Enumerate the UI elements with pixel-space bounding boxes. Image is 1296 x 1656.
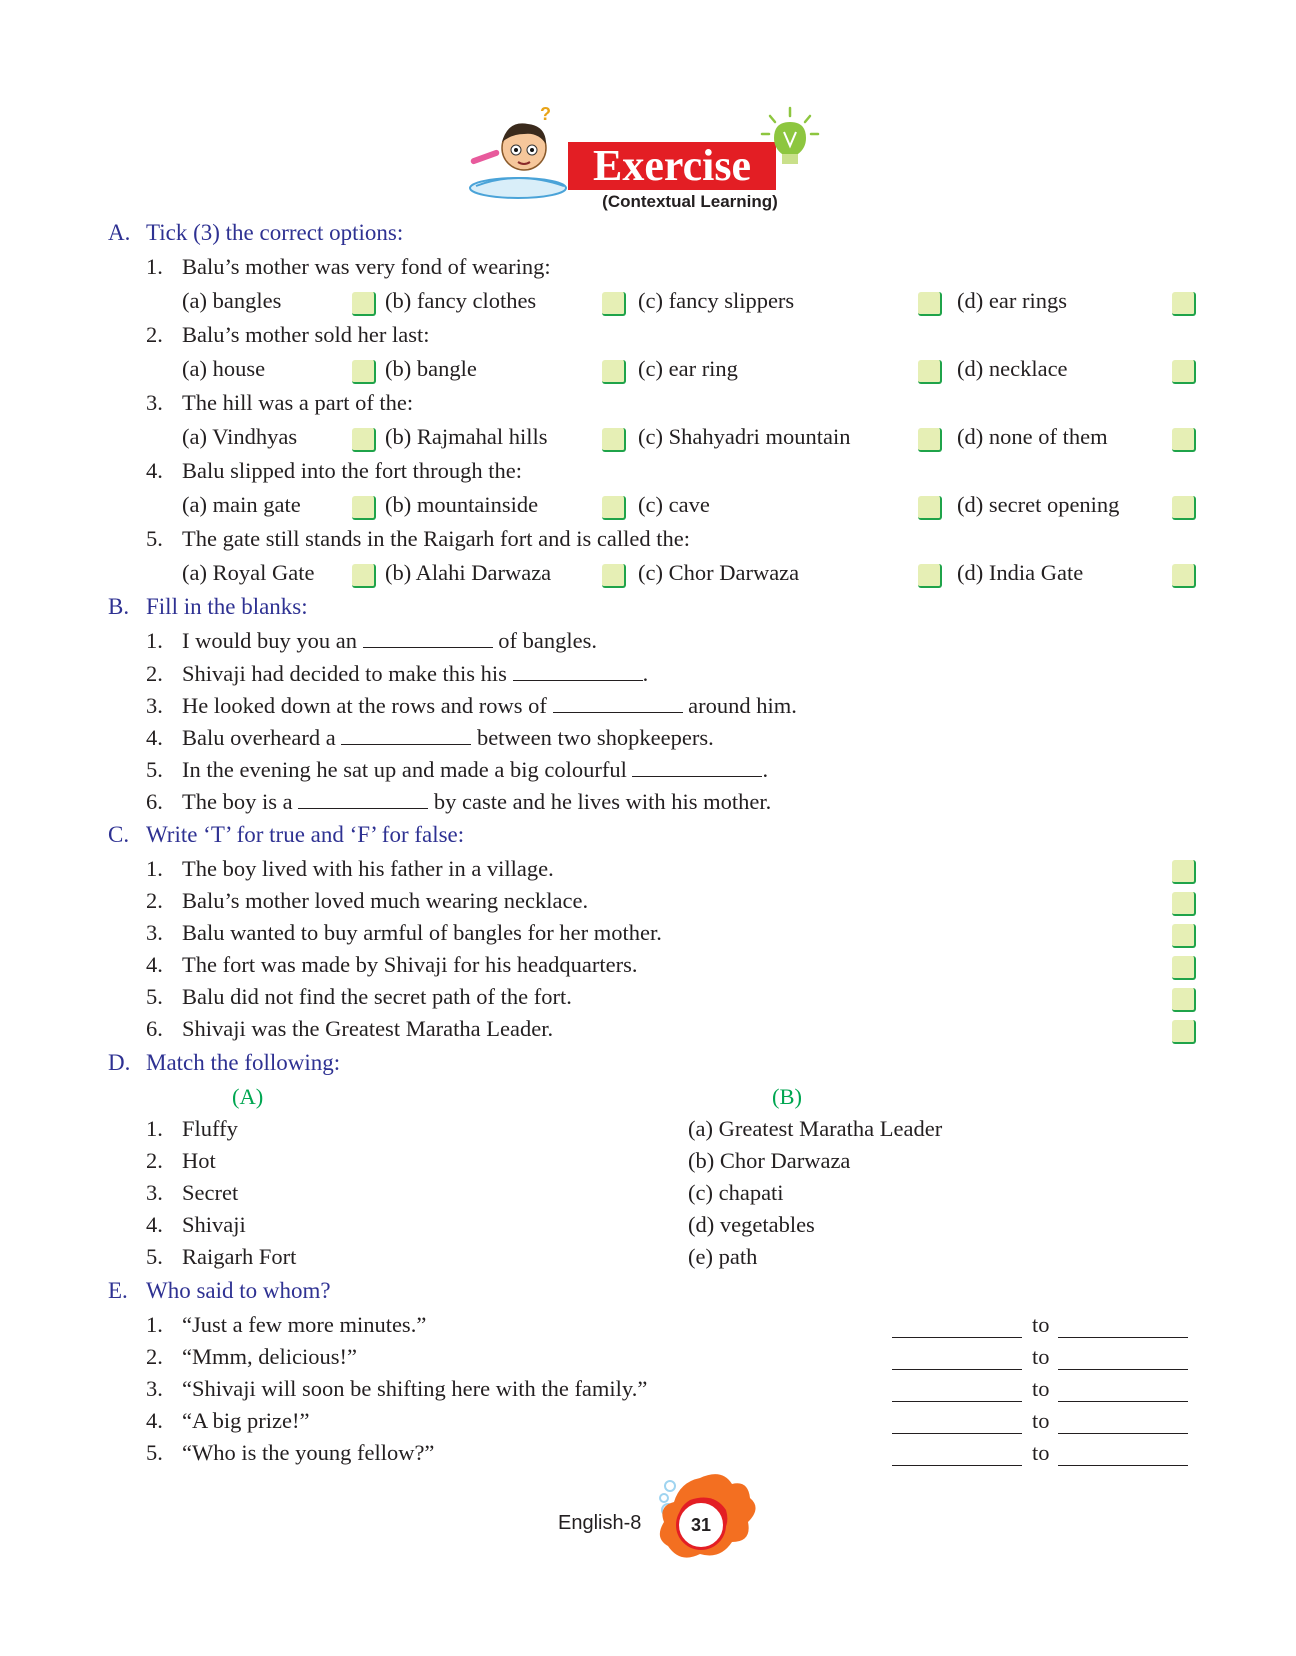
- question-number: 5.: [146, 984, 163, 1009]
- tick-box[interactable]: [602, 564, 626, 588]
- to-label: to: [1032, 1440, 1050, 1465]
- option: (d) India Gate: [957, 560, 1084, 585]
- quote-text: “Just a few more minutes.”: [182, 1312, 427, 1337]
- fill-blank-item: [146, 757, 768, 783]
- answer-box[interactable]: [1172, 860, 1196, 884]
- column-b-heading: (B): [772, 1084, 802, 1109]
- section-letter: B.: [108, 594, 130, 619]
- option: (a) house: [182, 356, 266, 381]
- text-before: In the evening he sat up and made a big colourful: [182, 757, 627, 782]
- option: (c) ear ring: [638, 356, 738, 381]
- question: [146, 390, 413, 416]
- question-number: 2.: [146, 888, 163, 913]
- tick-box[interactable]: [352, 292, 376, 316]
- option: (d) necklace: [957, 356, 1068, 381]
- question: [146, 254, 551, 280]
- match-term: Secret: [182, 1180, 239, 1205]
- tick-box[interactable]: [602, 428, 626, 452]
- quote-item: [146, 1376, 647, 1402]
- question-number: 2.: [146, 322, 163, 347]
- tick-box[interactable]: [1172, 564, 1196, 588]
- exercise-banner: Exercise: [568, 142, 776, 190]
- tick-box[interactable]: [1172, 428, 1196, 452]
- text-after: .: [642, 661, 649, 686]
- answer-box[interactable]: [1172, 956, 1196, 980]
- statement-text: The fort was made by Shivaji for his headquarters.: [182, 952, 638, 977]
- listener-blank[interactable]: [1058, 1432, 1188, 1434]
- section-a-heading: [108, 220, 403, 246]
- section-d-heading: [108, 1050, 340, 1076]
- tick-box[interactable]: [352, 360, 376, 384]
- quote-item: [146, 1344, 357, 1370]
- match-left-item: [146, 1148, 216, 1174]
- question: [146, 526, 690, 552]
- fill-blank-item: [146, 661, 648, 687]
- speaker-blank[interactable]: [892, 1400, 1022, 1402]
- blank-line[interactable]: [513, 662, 643, 681]
- tick-box[interactable]: [352, 496, 376, 520]
- section-title: Tick (3) the correct options:: [146, 220, 404, 245]
- to-label: to: [1032, 1312, 1050, 1337]
- to-label: to: [1032, 1376, 1050, 1401]
- option: (a) bangles: [182, 288, 282, 313]
- question-number: 3.: [146, 920, 163, 945]
- tick-box[interactable]: [918, 428, 942, 452]
- match-term: Raigarh Fort: [182, 1244, 297, 1269]
- statement-text: Balu wanted to buy armful of bangles for her mother.: [182, 920, 662, 945]
- section-e-heading: [108, 1278, 331, 1304]
- tick-box[interactable]: [918, 564, 942, 588]
- fill-blank-item: [146, 789, 771, 815]
- question-text: Balu’s mother sold her last:: [182, 322, 430, 347]
- answer-box[interactable]: [1172, 988, 1196, 1012]
- question-number: 5.: [146, 1440, 163, 1465]
- text-before: Shivaji had decided to make this his: [182, 661, 507, 686]
- true-false-item: [146, 920, 662, 946]
- match-right-item: (c) chapati: [688, 1180, 784, 1205]
- statement-text: Balu’s mother loved much wearing necklace.: [182, 888, 589, 913]
- text-before: Balu overheard a: [182, 725, 336, 750]
- to-label: to: [1032, 1408, 1050, 1433]
- text-before: The boy is a: [182, 789, 293, 814]
- question-text: The gate still stands in the Raigarh fort and is called the:: [182, 526, 690, 551]
- tick-box[interactable]: [1172, 292, 1196, 316]
- question-number: 2.: [146, 1344, 163, 1369]
- match-right-item: (b) Chor Darwaza: [688, 1148, 851, 1173]
- section-letter: A.: [108, 220, 131, 245]
- listener-blank[interactable]: [1058, 1368, 1188, 1370]
- tick-box[interactable]: [352, 564, 376, 588]
- question-number: 4.: [146, 952, 163, 977]
- tick-box[interactable]: [1172, 360, 1196, 384]
- question-number: 5.: [146, 757, 163, 782]
- option: (c) Chor Darwaza: [638, 560, 800, 585]
- match-right-item: (d) vegetables: [688, 1212, 815, 1237]
- speaker-blank[interactable]: [892, 1336, 1022, 1338]
- option: (a) main gate: [182, 492, 301, 517]
- true-false-item: [146, 856, 554, 882]
- option: (b) fancy clothes: [385, 288, 537, 313]
- quote-text: “A big prize!”: [182, 1408, 310, 1433]
- listener-blank[interactable]: [1058, 1336, 1188, 1338]
- text-before: I would buy you an: [182, 628, 357, 653]
- text-before: He looked down at the rows and rows of: [182, 693, 547, 718]
- quote-text: “Shivaji will soon be shifting here with the family.”: [182, 1376, 648, 1401]
- question-number: 5.: [146, 1244, 163, 1269]
- column-a-heading: (A): [232, 1084, 264, 1109]
- tick-box[interactable]: [602, 292, 626, 316]
- blank-line[interactable]: [553, 694, 683, 713]
- section-letter: E.: [108, 1278, 128, 1303]
- question-text: The hill was a part of the:: [182, 390, 414, 415]
- statement-text: Shivaji was the Greatest Maratha Leader.: [182, 1016, 554, 1041]
- option: (c) Shahyadri mountain: [638, 424, 851, 449]
- true-false-item: [146, 984, 572, 1010]
- question-number: 1.: [146, 628, 163, 653]
- book-label: English-8: [558, 1512, 642, 1534]
- match-left-item: [146, 1116, 238, 1142]
- fill-blank-item: [146, 628, 597, 654]
- option: (c) cave: [638, 492, 710, 517]
- question-number: 6.: [146, 1016, 163, 1041]
- true-false-item: [146, 952, 638, 978]
- text-after: by caste and he lives with his mother.: [433, 789, 772, 814]
- option: (c) fancy slippers: [638, 288, 795, 313]
- option: (d) ear rings: [957, 288, 1067, 313]
- question: [146, 458, 522, 484]
- svg-text:?: ?: [540, 106, 551, 124]
- match-left-item: [146, 1212, 246, 1238]
- tick-box[interactable]: [918, 292, 942, 316]
- match-term: Fluffy: [182, 1116, 238, 1141]
- option: (b) Rajmahal hills: [385, 424, 548, 449]
- quote-text: “Mmm, delicious!”: [182, 1344, 357, 1369]
- option: (a) Royal Gate: [182, 560, 315, 585]
- section-c-heading: [108, 822, 464, 848]
- question-number: 3.: [146, 693, 163, 718]
- question-number: 5.: [146, 526, 163, 551]
- section-title: Write ‘T’ for true and ‘F’ for false:: [146, 822, 465, 847]
- section-title: Fill in the blanks:: [146, 594, 308, 619]
- true-false-item: [146, 1016, 553, 1042]
- blank-line[interactable]: [298, 790, 428, 809]
- exercise-subtitle: (Contextual Learning): [602, 192, 778, 211]
- quote-item: [146, 1408, 309, 1434]
- blank-line[interactable]: [341, 726, 471, 745]
- answer-box[interactable]: [1172, 892, 1196, 916]
- answer-box[interactable]: [1172, 924, 1196, 948]
- section-letter: C.: [108, 822, 130, 847]
- option: (d) none of them: [957, 424, 1108, 449]
- section-b-heading: [108, 594, 308, 620]
- match-term: Hot: [182, 1148, 216, 1173]
- blank-line[interactable]: [632, 758, 762, 777]
- question-number: 3.: [146, 1376, 163, 1401]
- question-number: 1.: [146, 1312, 163, 1337]
- question-number: 4.: [146, 725, 163, 750]
- question-number: 1.: [146, 254, 163, 279]
- match-right-item: (a) Greatest Maratha Leader: [688, 1116, 943, 1141]
- match-right-item: (e) path: [688, 1244, 758, 1269]
- listener-blank[interactable]: [1058, 1400, 1188, 1402]
- section-title: Who said to whom?: [146, 1278, 331, 1303]
- text-after: of bangles.: [498, 628, 597, 653]
- question-text: Balu slipped into the fort through the:: [182, 458, 522, 483]
- option: (b) Alahi Darwaza: [385, 560, 552, 585]
- question-number: 4.: [146, 1408, 163, 1433]
- question-number: 1.: [146, 856, 163, 881]
- speaker-blank[interactable]: [892, 1432, 1022, 1434]
- text-after: between two shopkeepers.: [476, 725, 714, 750]
- quote-text: “Who is the young fellow?”: [182, 1440, 435, 1465]
- tick-box[interactable]: [602, 496, 626, 520]
- question-number: 4.: [146, 458, 163, 483]
- option: (a) Vindhyas: [182, 424, 298, 449]
- answer-box[interactable]: [1172, 1020, 1196, 1044]
- tick-box[interactable]: [918, 360, 942, 384]
- option: (d) secret opening: [957, 492, 1120, 517]
- fill-blank-item: [146, 725, 714, 751]
- question-number: 2.: [146, 1148, 163, 1173]
- blank-line[interactable]: [363, 629, 493, 648]
- section-letter: D.: [108, 1050, 131, 1075]
- match-left-item: [146, 1244, 296, 1270]
- option: (b) bangle: [385, 356, 477, 381]
- option: (b) mountainside: [385, 492, 539, 517]
- section-title: Match the following:: [146, 1050, 341, 1075]
- question-number: 2.: [146, 661, 163, 686]
- boy-reading-illustration: [468, 106, 580, 202]
- question-number: 3.: [146, 390, 163, 415]
- question-text: Balu’s mother was very fond of wearing:: [182, 254, 551, 279]
- fill-blank-item: [146, 693, 797, 719]
- statement-text: The boy lived with his father in a village.: [182, 856, 554, 881]
- question-number: 1.: [146, 1116, 163, 1141]
- quote-item: [146, 1312, 426, 1338]
- listener-blank[interactable]: [1058, 1464, 1188, 1466]
- statement-text: Balu did not find the secret path of the fort.: [182, 984, 572, 1009]
- text-after: .: [762, 757, 769, 782]
- match-left-item: [146, 1180, 238, 1206]
- speaker-blank[interactable]: [892, 1368, 1022, 1370]
- bulb-icon: [760, 106, 820, 176]
- text-after: around him.: [688, 693, 797, 718]
- page-number: 31: [676, 1500, 726, 1550]
- tick-box[interactable]: [1172, 496, 1196, 520]
- question-number: 3.: [146, 1180, 163, 1205]
- question-number: 6.: [146, 789, 163, 814]
- true-false-item: [146, 888, 588, 914]
- speaker-blank[interactable]: [892, 1464, 1022, 1466]
- tick-box[interactable]: [602, 360, 626, 384]
- tick-box[interactable]: [352, 428, 376, 452]
- quote-item: [146, 1440, 434, 1466]
- match-term: Shivaji: [182, 1212, 246, 1237]
- question-number: 4.: [146, 1212, 163, 1237]
- question: [146, 322, 429, 348]
- tick-box[interactable]: [918, 496, 942, 520]
- to-label: to: [1032, 1344, 1050, 1369]
